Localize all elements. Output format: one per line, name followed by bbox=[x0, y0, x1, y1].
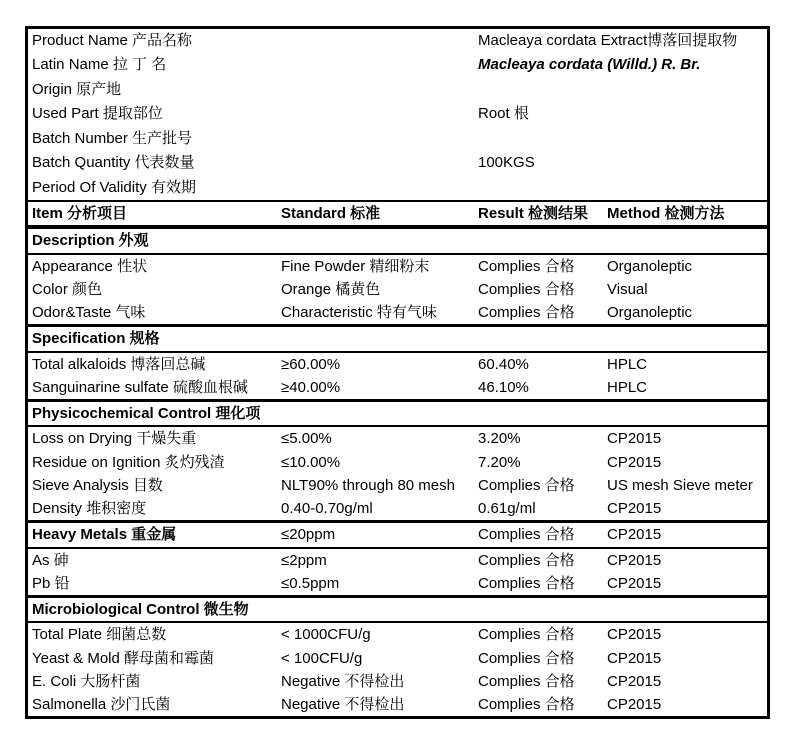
result-cell: 3.20% bbox=[478, 430, 521, 448]
table-row-odor-taste bbox=[28, 301, 767, 324]
result-cell: Complies 合格 bbox=[478, 280, 575, 298]
section-description bbox=[28, 229, 767, 324]
info-row-used-part bbox=[28, 102, 767, 126]
standard-cell: Negative 不得检出 bbox=[281, 672, 405, 690]
section-title-row-microbiological bbox=[28, 598, 767, 623]
section-title: Heavy Metals 重金属 bbox=[32, 526, 177, 544]
item-cell: Sanguinarine sulfate 硫酸血根碱 bbox=[32, 378, 248, 396]
method-cell: CP2015 bbox=[607, 500, 662, 518]
result-cell: Complies 合格 bbox=[478, 649, 575, 667]
result-cell: Complies 合格 bbox=[478, 476, 575, 494]
result-cell: 0.61g/ml bbox=[478, 500, 536, 518]
result-cell: Complies 合格 bbox=[478, 304, 575, 322]
batch-quantity-label: Batch Quantity 代表数量 bbox=[32, 154, 195, 172]
info-row-origin bbox=[28, 78, 767, 102]
standard-cell: ≤20ppm bbox=[281, 526, 336, 544]
result-cell: Complies 合格 bbox=[478, 696, 575, 714]
item-cell: Total Plate 细菌总数 bbox=[32, 626, 167, 644]
section-specification bbox=[28, 324, 767, 399]
method-cell: HPLC bbox=[607, 378, 648, 396]
batch-quantity-value: 100KGS bbox=[478, 154, 535, 172]
coa-table bbox=[25, 26, 770, 719]
header-method: Method 检测方法 bbox=[607, 205, 725, 223]
table-row-yeast-mold bbox=[28, 647, 767, 670]
batch-number-value bbox=[478, 127, 767, 151]
origin-value bbox=[478, 78, 767, 102]
method-cell: CP2015 bbox=[607, 430, 662, 448]
result-cell: Complies 合格 bbox=[478, 257, 575, 275]
standard-cell: ≤10.00% bbox=[281, 453, 341, 471]
product-info-section bbox=[28, 29, 767, 200]
method-cell: CP2015 bbox=[607, 526, 662, 544]
product-name-value: Macleaya cordata Extract博落回提取物 bbox=[478, 32, 738, 49]
standard-cell: Characteristic 特有气味 bbox=[281, 304, 437, 322]
standard-cell: < 100CFU/g bbox=[281, 649, 363, 667]
origin-label: Origin 原产地 bbox=[32, 80, 122, 98]
standard-cell: ≤2ppm bbox=[281, 551, 327, 569]
section-title: Microbiological Control 微生物 bbox=[32, 601, 249, 619]
used-part-label: Used Part 提取部位 bbox=[32, 105, 163, 123]
standard-cell: Orange 橘黄色 bbox=[281, 280, 381, 298]
method-cell: CP2015 bbox=[607, 626, 662, 644]
table-header-row bbox=[28, 200, 767, 229]
table-row-residue-on-ignition bbox=[28, 451, 767, 474]
table-row-lead bbox=[28, 572, 767, 595]
product-name-label: Product Name 产品名称 bbox=[32, 32, 193, 49]
section-title: Description 外观 bbox=[32, 232, 149, 250]
period-of-validity-value bbox=[478, 176, 767, 200]
result-cell: Complies 合格 bbox=[478, 526, 575, 544]
table-row-density bbox=[28, 497, 767, 520]
item-cell: Yeast & Mold 酵母菌和霉菌 bbox=[32, 649, 215, 667]
result-cell: Complies 合格 bbox=[478, 672, 575, 690]
table-row-loss-on-drying bbox=[28, 427, 767, 450]
standard-cell: ≤0.5ppm bbox=[281, 574, 340, 592]
method-cell: CP2015 bbox=[607, 551, 662, 569]
used-part-value: Root 根 bbox=[478, 105, 529, 123]
standard-cell: ≥60.00% bbox=[281, 355, 341, 373]
table-row-total-plate bbox=[28, 623, 767, 646]
info-row-latin-name bbox=[28, 53, 767, 77]
result-cell: 7.20% bbox=[478, 453, 521, 471]
section-title-row-specification bbox=[28, 327, 767, 352]
method-cell: Visual bbox=[607, 280, 648, 298]
item-cell: E. Coli 大肠杆菌 bbox=[32, 672, 141, 690]
method-cell: HPLC bbox=[607, 355, 648, 373]
standard-cell: 0.40-0.70g/ml bbox=[281, 500, 373, 518]
table-row-sieve-analysis bbox=[28, 474, 767, 497]
method-cell: CP2015 bbox=[607, 574, 662, 592]
method-cell: Organoleptic bbox=[607, 304, 693, 322]
method-cell: Organoleptic bbox=[607, 257, 693, 275]
section-physicochemical bbox=[28, 399, 767, 520]
section-title-row-physicochemical bbox=[28, 402, 767, 427]
standard-cell: < 1000CFU/g bbox=[281, 626, 371, 644]
table-row-total-alkaloids bbox=[28, 353, 767, 376]
item-cell: Sieve Analysis 目数 bbox=[32, 476, 163, 494]
table-row-color bbox=[28, 278, 767, 301]
item-cell: Odor&Taste 气味 bbox=[32, 304, 146, 322]
standard-cell: Negative 不得检出 bbox=[281, 696, 405, 714]
item-cell: Density 堆积密度 bbox=[32, 500, 147, 518]
section-title: Physicochemical Control 理化项 bbox=[32, 405, 261, 423]
item-cell: Residue on Ignition 炙灼残渣 bbox=[32, 453, 225, 471]
table-row-e-coli bbox=[28, 670, 767, 693]
table-row-appearance bbox=[28, 255, 767, 278]
item-cell: Color 颜色 bbox=[32, 280, 103, 298]
item-cell: Salmonella 沙门氏菌 bbox=[32, 696, 171, 714]
section-title: Specification 规格 bbox=[32, 330, 160, 348]
result-cell: 60.40% bbox=[478, 355, 529, 373]
section-title-row-heavy-metals bbox=[28, 523, 767, 548]
result-cell: Complies 合格 bbox=[478, 626, 575, 644]
standard-cell: Fine Powder 精细粉末 bbox=[281, 257, 430, 275]
batch-number-label: Batch Number 生产批号 bbox=[32, 129, 193, 147]
method-cell: CP2015 bbox=[607, 672, 662, 690]
method-cell: US mesh Sieve meter bbox=[607, 476, 753, 494]
section-heavy-metals bbox=[28, 520, 767, 595]
item-cell: As 砷 bbox=[32, 551, 69, 569]
header-result: Result 检测结果 bbox=[478, 205, 589, 223]
period-of-validity-label: Period Of Validity 有效期 bbox=[32, 178, 196, 196]
standard-cell: NLT90% through 80 mesh bbox=[281, 476, 455, 494]
standard-cell: ≥40.00% bbox=[281, 378, 341, 396]
item-cell: Appearance 性状 bbox=[32, 257, 148, 275]
header-item: Item 分析项目 bbox=[32, 205, 128, 223]
method-cell: CP2015 bbox=[607, 649, 662, 667]
table-row-salmonella bbox=[28, 693, 767, 716]
table-row-arsenic bbox=[28, 549, 767, 572]
method-cell: CP2015 bbox=[607, 696, 662, 714]
result-cell: 46.10% bbox=[478, 378, 529, 396]
header-standard: Standard 标准 bbox=[281, 205, 381, 223]
section-microbiological bbox=[28, 595, 767, 716]
latin-name-value: Macleaya cordata (Willd.) R. Br. bbox=[478, 56, 701, 74]
section-title-row-description bbox=[28, 229, 767, 254]
info-row-product-name bbox=[28, 29, 767, 53]
result-cell: Complies 合格 bbox=[478, 574, 575, 592]
info-row-batch-number bbox=[28, 127, 767, 151]
info-row-period-of-validity bbox=[28, 176, 767, 200]
latin-name-label: Latin Name 拉 丁 名 bbox=[32, 56, 167, 74]
item-cell: Pb 铅 bbox=[32, 574, 70, 592]
table-row-sanguinarine-sulfate bbox=[28, 376, 767, 399]
result-cell: Complies 合格 bbox=[478, 551, 575, 569]
info-row-batch-quantity bbox=[28, 151, 767, 175]
method-cell: CP2015 bbox=[607, 453, 662, 471]
standard-cell: ≤5.00% bbox=[281, 430, 332, 448]
item-cell: Total alkaloids 博落回总碱 bbox=[32, 355, 206, 373]
item-cell: Loss on Drying 干燥失重 bbox=[32, 430, 197, 448]
